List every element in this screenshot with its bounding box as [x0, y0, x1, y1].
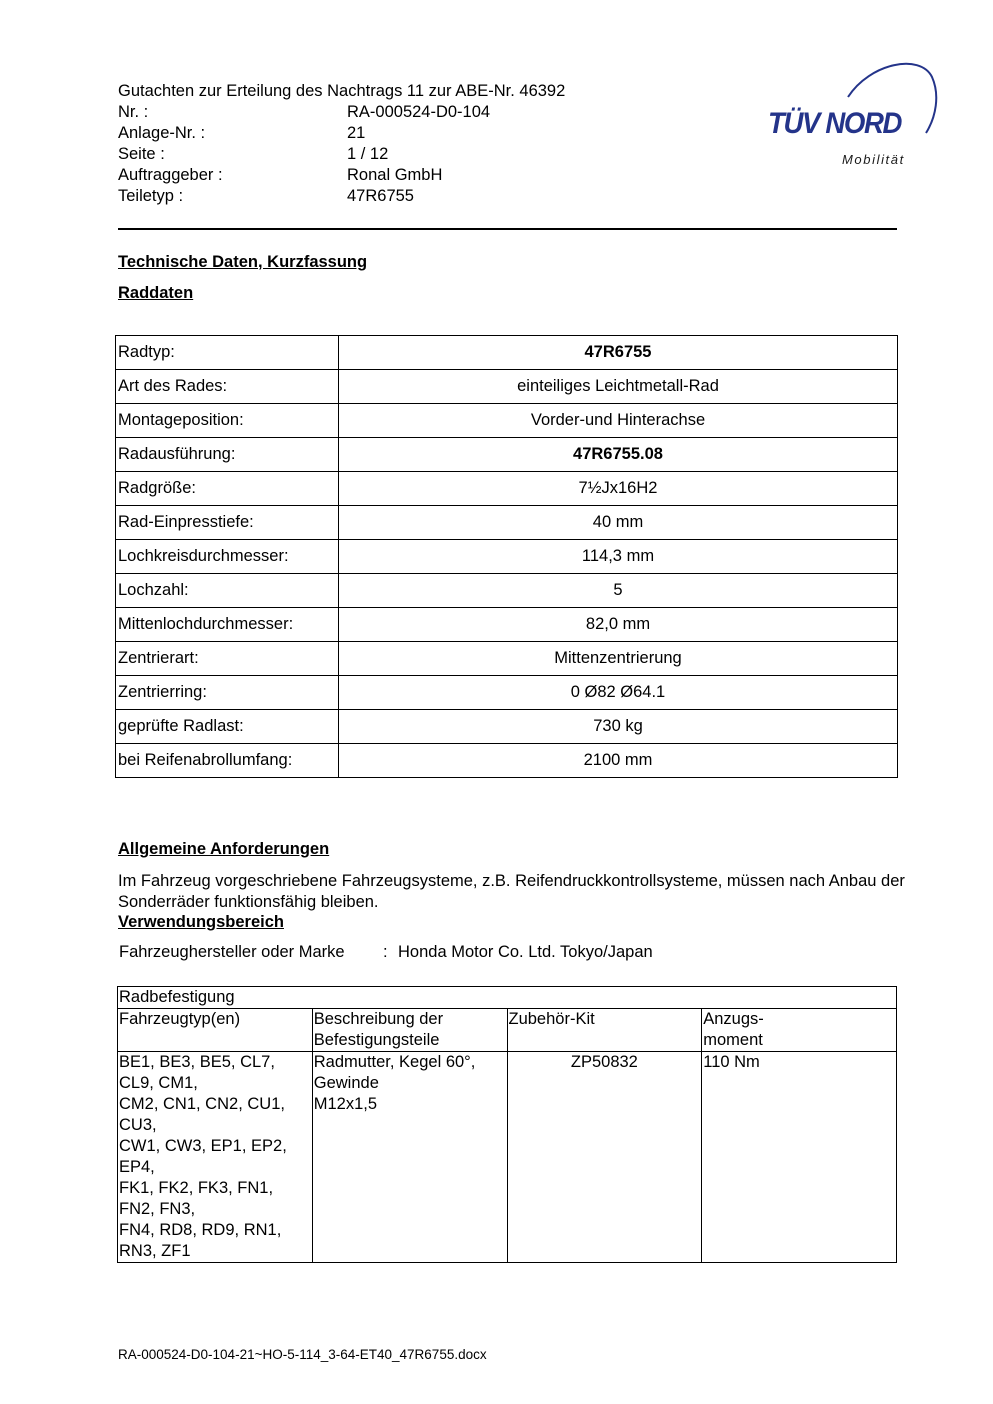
header-zubehoer: Zubehör-Kit — [507, 1009, 702, 1052]
header-fahrzeugtyp: Fahrzeugtyp(en) — [118, 1009, 313, 1052]
cell-zubehoer: ZP50832 — [507, 1052, 702, 1263]
row-value: 730 kg — [339, 710, 898, 744]
table-row — [116, 608, 898, 642]
header-anzugsmoment-line: moment — [703, 1031, 763, 1049]
tuv-nord-logo — [760, 55, 945, 175]
document-title: Gutachten zur Erteilung des Nachtrags 11 zur ABE-Nr. 46392 — [118, 82, 566, 100]
row-label: geprüfte Radlast: — [116, 710, 339, 744]
table-title-row — [118, 987, 897, 1009]
manufacturer-label: Fahrzeughersteller oder Marke — [119, 943, 345, 961]
row-value: 2100 mm — [339, 744, 898, 778]
row-value: Vorder-und Hinterachse — [339, 404, 898, 438]
logo-subtitle: Mobilität — [842, 152, 905, 167]
row-label: Rad-Einpresstiefe: — [116, 506, 339, 540]
row-label: Mittenlochdurchmesser: — [116, 608, 339, 642]
beschreibung-line: M12x1,5 — [313, 1095, 378, 1113]
row-label: Radtyp: — [116, 336, 339, 370]
table-row — [116, 370, 898, 404]
header-label: Anlage-Nr. : — [118, 124, 206, 142]
row-value: 40 mm — [339, 506, 898, 540]
row-label: Art des Rades: — [116, 370, 339, 404]
header-value: 47R6755 — [347, 187, 414, 205]
table-row — [116, 642, 898, 676]
header-value: RA-000524-D0-104 — [347, 103, 491, 121]
header-divider — [118, 228, 897, 230]
header-value: 1 / 12 — [347, 145, 389, 163]
section-technische-daten: Technische Daten, Kurzfassung — [118, 253, 368, 271]
row-label: Lochzahl: — [116, 574, 339, 608]
row-label: Montageposition: — [116, 404, 339, 438]
row-value: 5 — [339, 574, 898, 608]
row-value: 0 Ø82 Ø64.1 — [339, 676, 898, 710]
cell-anzugsmoment: 110 Nm — [702, 1052, 897, 1263]
row-label: Lochkreisdurchmesser: — [116, 540, 339, 574]
fahrzeugtyp-line: FK1, FK2, FK3, FN1, FN2, FN3, — [119, 1179, 274, 1218]
logo-wordmark: TÜV NORD — [768, 107, 902, 140]
table-row — [116, 506, 898, 540]
header-value: Ronal GmbH — [347, 166, 443, 184]
row-value: einteiliges Leichtmetall-Rad — [339, 370, 898, 404]
table-row — [116, 710, 898, 744]
table-header-row — [118, 1009, 897, 1052]
row-value: 82,0 mm — [339, 608, 898, 642]
manufacturer-separator: : — [383, 943, 388, 961]
row-value: 7½Jx16H2 — [339, 472, 898, 506]
header-label: Teiletyp : — [118, 187, 184, 205]
row-label: Radausführung: — [116, 438, 339, 472]
fahrzeugtyp-line: FN4, RD8, RD9, RN1, RN3, ZF1 — [119, 1221, 282, 1260]
row-label: Radgröße: — [116, 472, 339, 506]
raddaten-table — [115, 335, 898, 778]
row-label: bei Reifenabrollumfang: — [116, 744, 339, 778]
fahrzeugtyp-line: BE1, BE3, BE5, CL7, CL9, CM1, — [119, 1053, 275, 1092]
header-row-teiletyp — [118, 186, 565, 207]
table-row — [116, 404, 898, 438]
cell-beschreibung — [312, 1052, 507, 1263]
row-label: Zentrierring: — [116, 676, 339, 710]
manufacturer-value: Honda Motor Co. Ltd. Tokyo/Japan — [398, 943, 653, 961]
row-label: Zentrierart: — [116, 642, 339, 676]
beschreibung-line: Radmutter, Kegel 60°, Gewinde — [313, 1053, 476, 1092]
document-header — [118, 81, 565, 207]
footer-filename: RA-000524-D0-104-21~HO-5-114_3-64-ET40_47R6755.docx — [118, 1347, 487, 1362]
table-row — [116, 574, 898, 608]
header-value: 21 — [347, 124, 366, 142]
row-value: 114,3 mm — [339, 540, 898, 574]
header-row-nr — [118, 102, 565, 123]
header-label: Nr. : — [118, 103, 149, 121]
table-row — [116, 676, 898, 710]
cell-fahrzeugtypen — [118, 1052, 313, 1263]
header-anzugsmoment-line: Anzugs- — [703, 1010, 764, 1028]
table-row — [118, 1052, 897, 1263]
fahrzeugtyp-line: CM2, CN1, CN2, CU1, CU3, — [119, 1095, 285, 1134]
table-row — [116, 336, 898, 370]
row-value: Mittenzentrierung — [339, 642, 898, 676]
table-row — [116, 540, 898, 574]
header-label: Seite : — [118, 145, 165, 163]
table-row — [116, 438, 898, 472]
header-beschreibung: Beschreibung der Befestigungsteile — [312, 1009, 507, 1052]
anforderungen-paragraph: Im Fahrzeug vorgeschriebene Fahrzeugsysteme, z.B. Reifendruckkontrollsysteme, müssen nach Anbau der Sonderräder funktionsfähig bleiben. — [118, 872, 905, 911]
table-title: Radbefestigung — [118, 987, 897, 1009]
row-value: 47R6755 — [339, 336, 898, 370]
section-allgemeine-anforderungen: Allgemeine Anforderungen — [118, 840, 330, 858]
fahrzeugtyp-line: CW1, CW3, EP1, EP2, EP4, — [119, 1137, 287, 1176]
header-label: Auftraggeber : — [118, 166, 223, 184]
header-anzugsmoment — [702, 1009, 897, 1052]
table-row — [116, 472, 898, 506]
section-verwendungsbereich: Verwendungsbereich — [118, 913, 284, 931]
row-value: 47R6755.08 — [339, 438, 898, 472]
header-row-anlage — [118, 123, 565, 144]
header-row-auftraggeber — [118, 165, 565, 186]
table-row — [116, 744, 898, 778]
radbefestigung-table — [117, 986, 897, 1263]
manufacturer-line — [119, 943, 653, 962]
header-row-seite — [118, 144, 565, 165]
section-raddaten: Raddaten — [118, 284, 194, 302]
